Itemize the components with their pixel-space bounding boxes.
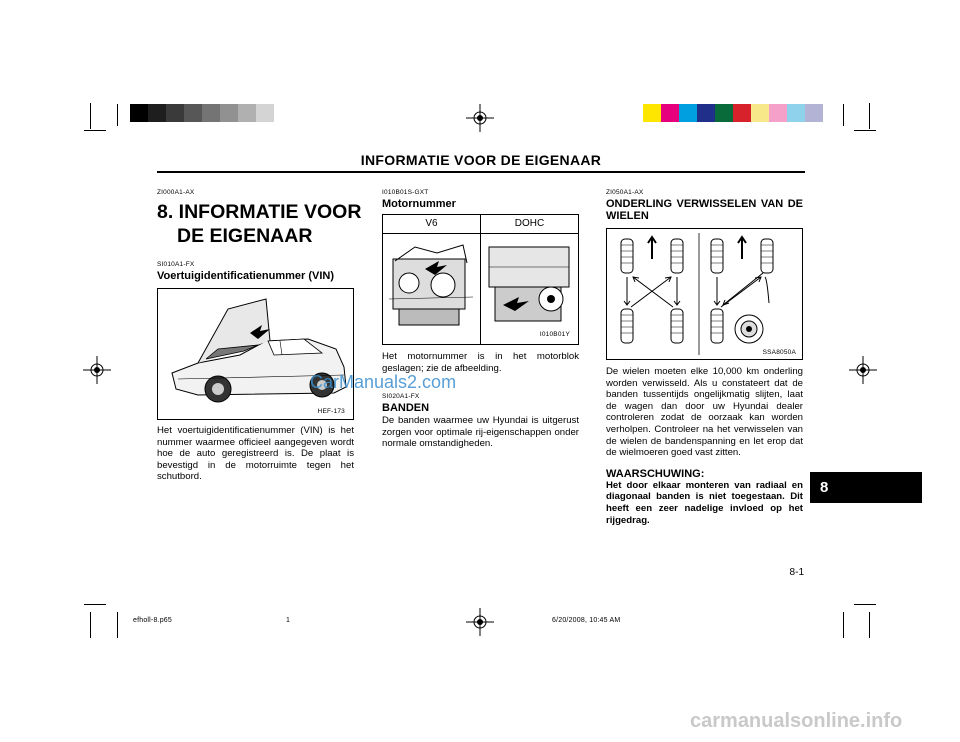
section-code: SI020A1-FX	[382, 393, 420, 401]
color-swatch	[787, 104, 805, 122]
car-hood-figure	[157, 288, 354, 420]
tyres-heading: BANDEN	[382, 402, 430, 415]
registration-target-icon	[466, 104, 494, 132]
engine-paragraph: Het motornummer is in het motorblok geslagen; zie de afbeelding.	[382, 351, 579, 374]
column-rotation	[606, 189, 803, 526]
warning-text: Het door elkaar monteren van radiaal en diagonaal banden is niet toegestaan. Dit heeft een zeer nadelige invloed op het rijgedrag.	[606, 479, 803, 526]
chapter-title	[157, 200, 362, 248]
warning-heading: WAARSCHUWING:	[606, 467, 705, 480]
site-watermark: carmanualsonline.info	[690, 710, 903, 732]
section-code: ZI000A1-AX	[157, 189, 195, 196]
v6-engine-image	[385, 239, 477, 335]
rotation-heading: ONDERLING VERWISSELEN VAN DE WIELEN	[606, 198, 803, 222]
color-swatch	[805, 104, 823, 122]
color-swatch	[256, 104, 274, 122]
engine-type-v6: V6	[383, 215, 481, 233]
engine-type-dohc: DOHC	[514, 218, 545, 229]
section-code: SI010A1-FX	[157, 261, 195, 268]
figure-label: SSA8050A	[762, 349, 796, 356]
chapter-title-line1: 8. INFORMATIE VOOR	[157, 201, 362, 223]
color-swatch	[643, 104, 661, 122]
color-swatch	[202, 104, 220, 122]
section-code: ZI050A1-AX	[606, 189, 644, 196]
page-number: 8-1	[789, 567, 804, 578]
tyre-rotation-figure	[606, 228, 803, 360]
page-title: INFORMATIE VOOR DE EIGENAAR	[360, 152, 602, 168]
engine-number-heading: Motornummer	[382, 198, 456, 210]
color-swatch	[130, 104, 148, 122]
color-swatch	[220, 104, 238, 122]
footer-filename: efholl-8.p65	[133, 617, 172, 624]
registration-target-icon	[466, 608, 494, 636]
registration-target-icon	[849, 356, 877, 384]
color-swatch	[679, 104, 697, 122]
color-swatch	[148, 104, 166, 122]
column-vin	[157, 189, 362, 483]
footer-timestamp: 6/20/2008, 10:45 AM	[552, 617, 621, 624]
figure-label: HEF-173	[317, 408, 345, 415]
color-swatch	[733, 104, 751, 122]
rotation-paragraph: De wielen moeten elke 10,000 km onderling worden verwisseld. Als u constateert dat de banden tussentijds ongelijkmatig slijten, laat de wagen dan door uw Hyundai dealer controleren zodat de oorzaak kan worden verholpen. Controleer na het verwisselen van de wielen de bandenspanning en let erop dat de wielmoeren goed vast zitten.	[606, 366, 803, 459]
tyres-paragraph: De banden waarmee uw Hyundai is uitgerust zorgen voor optimale rij-eigenschappen onder normale omstandigheden.	[382, 415, 579, 450]
section-code: I010B01S-GXT	[382, 189, 429, 196]
watermark: CarManuals2.com	[310, 372, 457, 392]
color-swatch	[715, 104, 733, 122]
dohc-engine-image	[483, 239, 577, 335]
engine-figure-header	[383, 215, 578, 234]
chapter-tab	[810, 472, 922, 503]
engine-figure	[382, 214, 579, 345]
chapter-tab-number: 8	[820, 479, 829, 496]
figure-label: I010B01Y	[539, 331, 570, 338]
registration-target-icon	[83, 356, 111, 384]
vin-heading: Voertuigidentificatienummer (VIN)	[157, 270, 335, 282]
color-swatch	[769, 104, 787, 122]
tyre-rotation-diagram	[607, 229, 802, 359]
car-open-hood-image	[158, 289, 353, 419]
color-swatch	[661, 104, 679, 122]
color-swatch	[697, 104, 715, 122]
chapter-title-line2: DE EIGENAAR	[177, 225, 313, 247]
color-swatch	[751, 104, 769, 122]
vin-paragraph: Het voertuigidentificatienummer (VIN) is het nummer waarmee officieel aangegeven wordt hoe de auto geregistreerd is. De plaat is bevestigd in de motorruimte tegen het schutbord.	[157, 425, 354, 483]
footer-page: 1	[286, 617, 291, 624]
header-rule	[157, 171, 805, 173]
engine-divider	[480, 233, 481, 344]
color-swatch	[238, 104, 256, 122]
page-header	[157, 152, 805, 173]
color-swatch	[166, 104, 184, 122]
color-swatch	[184, 104, 202, 122]
